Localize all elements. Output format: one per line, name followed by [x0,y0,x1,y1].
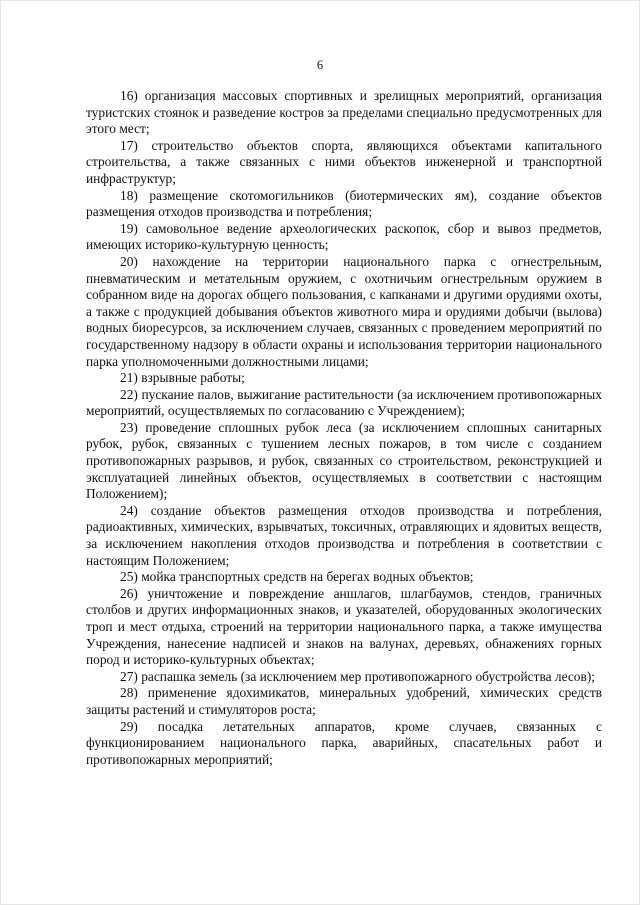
list-item-25: 25) мойка транспортных средств на берегах водных объектов; [120,569,474,585]
list-item-21: 21) взрывные работы; [120,370,245,386]
list-item-23: 23) проведение сплошных рубок леса (за исключением сплошных санитарных рубок, рубок, связанных с тушением лесных пожаров, в том числе с созданием противопожарных разрывов, и рубок, связанных со строительством, реконструкцией и эксплуатацией линейных объектов, осуществляемых в соответствии с настоящим Положением); [86,419,602,502]
list-item-17: 17) строительство объектов спорта, являющихся объектами капитального строительства, а также связанных с ними объектов инженерной и транспортной инфраструктур; [86,137,602,186]
document-body [86,88,602,768]
list-item-29: 29) посадка летательных аппаратов, кроме случаев, связанных с функционированием национального парка, аварийных, спасательных работ и противопожарных мероприятий; [86,718,602,767]
list-item-26: 26) уничтожение и повреждение аншлагов, шлагбаумов, стендов, граничных столбов и других информационных знаков, и указателей, оборудованных экологических троп и мест отдыха, строений на территории национального парка, а также имущества Учреждения, нанесение надписей и знаков на валунах, деревьях, обнажениях горных пород и историко-культурных объектах; [86,585,602,668]
list-item-22: 22) пускание палов, выжигание растительности (за исключением противопожарных мероприятий, осуществляемых по согласованию с Учреждением); [86,386,602,419]
list-item-16: 16) организация массовых спортивных и зрелищных мероприятий, организация туристских стоянок и разведение костров за пределами специально предусмотренных для этого мест; [86,88,602,137]
list-item-19: 19) самовольное ведение археологических раскопок, сбор и вывоз предметов, имеющих историко-культурную ценность; [86,220,602,253]
list-item-20: 20) нахождение на территории национального парка с огнестрельным, пневматическим и метательным оружием, с охотничьим огнестрельным оружием в собранном виде на дорогах общего пользования, с капканами и другими орудиями охоты, а также с продукцией добывания объектов животного мира и орудиями добычи (вылова) водных биоресурсов, за исключением случаев, связанных с проведением мероприятий по государственному надзору в области охраны и использования территории национального парка уполномоченными должностными лицами; [86,253,602,369]
list-item-18: 18) размещение скотомогильников (биотермических ям), создание объектов размещения отходов производства и потребления; [86,187,602,220]
list-item-27: 27) распашка земель (за исключением мер противопожарного обустройства лесов); [120,668,595,684]
page-number: 6 [316,58,324,72]
list-item-28: 28) применение ядохимикатов, минеральных удобрений, химических средств защиты растений и стимуляторов роста; [86,685,602,717]
list-item-24: 24) создание объектов размещения отходов производства и потребления, радиоактивных, химических, взрывчатых, токсичных, отравляющих и ядовитых веществ, за исключением накопления отходов производства и потребления в соответствии с настоящим Положением; [86,502,602,568]
